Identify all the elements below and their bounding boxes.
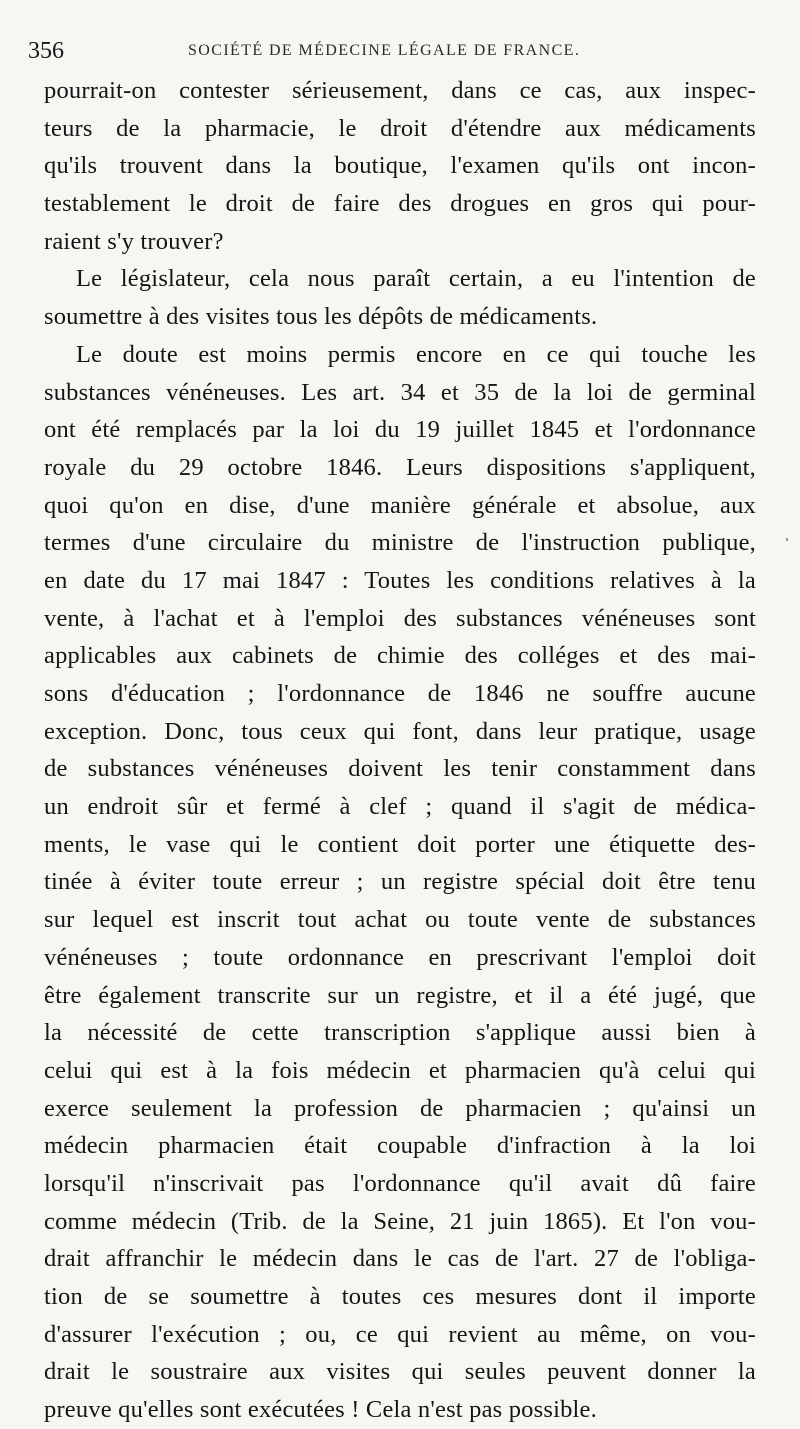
running-title: SOCIÉTÉ DE MÉDECINE LÉGALE DE FRANCE. [188,42,581,59]
text-line: exception. Donc, tous ceux qui font, dans leur pratique, usage [44,717,756,745]
paragraph-first-line: Le doute est moins permis encore en ce qui touche les [76,340,756,368]
body-text [44,72,756,1429]
text-line: termes d'une circulaire du ministre de l'instruction publique, [44,529,756,557]
text-line: celui qui est à la fois médecin et pharmacien qu'à celui qui [44,1056,756,1084]
text-line: qu'ils trouvent dans la boutique, l'examen qu'ils ont incon- [44,152,756,180]
text-line: royale du 29 octobre 1846. Leurs dispositions s'appliquent, [44,453,756,481]
text-line: sons d'éducation ; l'ordonnance de 1846 ne souffre aucune [44,680,756,707]
text-line: sur lequel est inscrit tout achat ou toute vente de substances [44,906,756,934]
text-line: tinée à éviter toute erreur ; un registre spécial doit être tenu [44,868,756,896]
text-line: être également transcrite sur un registre, et il a été jugé, que [44,981,756,1009]
text-line: médecin pharmacien était coupable d'infraction à la loi [44,1132,756,1160]
text-line: substances vénéneuses. Les art. 34 et 35 de la loi de germinal [44,378,756,406]
text-line: teurs de la pharmacie, le droit d'étendre aux médicaments [44,114,756,142]
text-line: applicables aux cabinets de chimie des colléges et des mai- [44,642,756,670]
text-line: drait affranchir le médecin dans le cas de l'art. 27 de l'obliga- [44,1245,756,1273]
text-line: quoi qu'on en dise, d'une manière générale et absolue, aux [44,491,756,519]
text-line: pourrait-on contester sérieusement, dans ce cas, aux inspec- [44,77,756,104]
text-line: exerce seulement la profession de pharmacien ; qu'ainsi un [44,1094,756,1122]
text-line: ments, le vase qui le contient doit porter une étiquette des- [44,830,756,858]
text-line: vénéneuses ; toute ordonnance en prescrivant l'emploi doit [44,943,756,971]
paper-mark [786,538,788,541]
text-line: comme médecin (Trib. de la Seine, 21 juin 1865). Et l'on vou- [44,1207,756,1235]
text-line: vente, à l'achat et à l'emploi des substances vénéneuses sont [44,604,756,632]
text-line: preuve qu'elles sont exécutées ! Cela n'est pas possible. [44,1396,597,1424]
text-line: testablement le droit de faire des drogues en gros qui pour- [44,190,756,218]
text-line: ont été remplacés par la loi du 19 juillet 1845 et l'ordonnance [44,416,756,444]
text-line: tion de se soumettre à toutes ces mesures dont il importe [44,1283,756,1310]
text-line: soumettre à des visites tous les dépôts de médicaments. [44,303,598,331]
text-line: lorsqu'il n'inscrivait pas l'ordonnance qu'il avait dû faire [44,1169,756,1197]
text-line: un endroit sûr et fermé à clef ; quand il s'agit de médica- [44,793,756,821]
text-line: d'assurer l'exécution ; ou, ce qui revient au même, on vou- [44,1320,756,1348]
text-line: raient s'y trouver? [44,227,224,255]
text-line: drait le soustraire aux visites qui seules peuvent donner la [44,1358,756,1386]
text-line: en date du 17 mai 1847 : Toutes les conditions relatives à la [44,566,756,594]
text-line: de substances vénéneuses doivent les tenir constamment dans [44,755,756,783]
running-head [28,38,758,64]
page-number: 356 [28,38,64,64]
paragraph-first-line: Le législateur, cela nous paraît certain, a eu l'intention de [76,265,756,293]
text-line: la nécessité de cette transcription s'applique aussi bien à [44,1019,756,1047]
